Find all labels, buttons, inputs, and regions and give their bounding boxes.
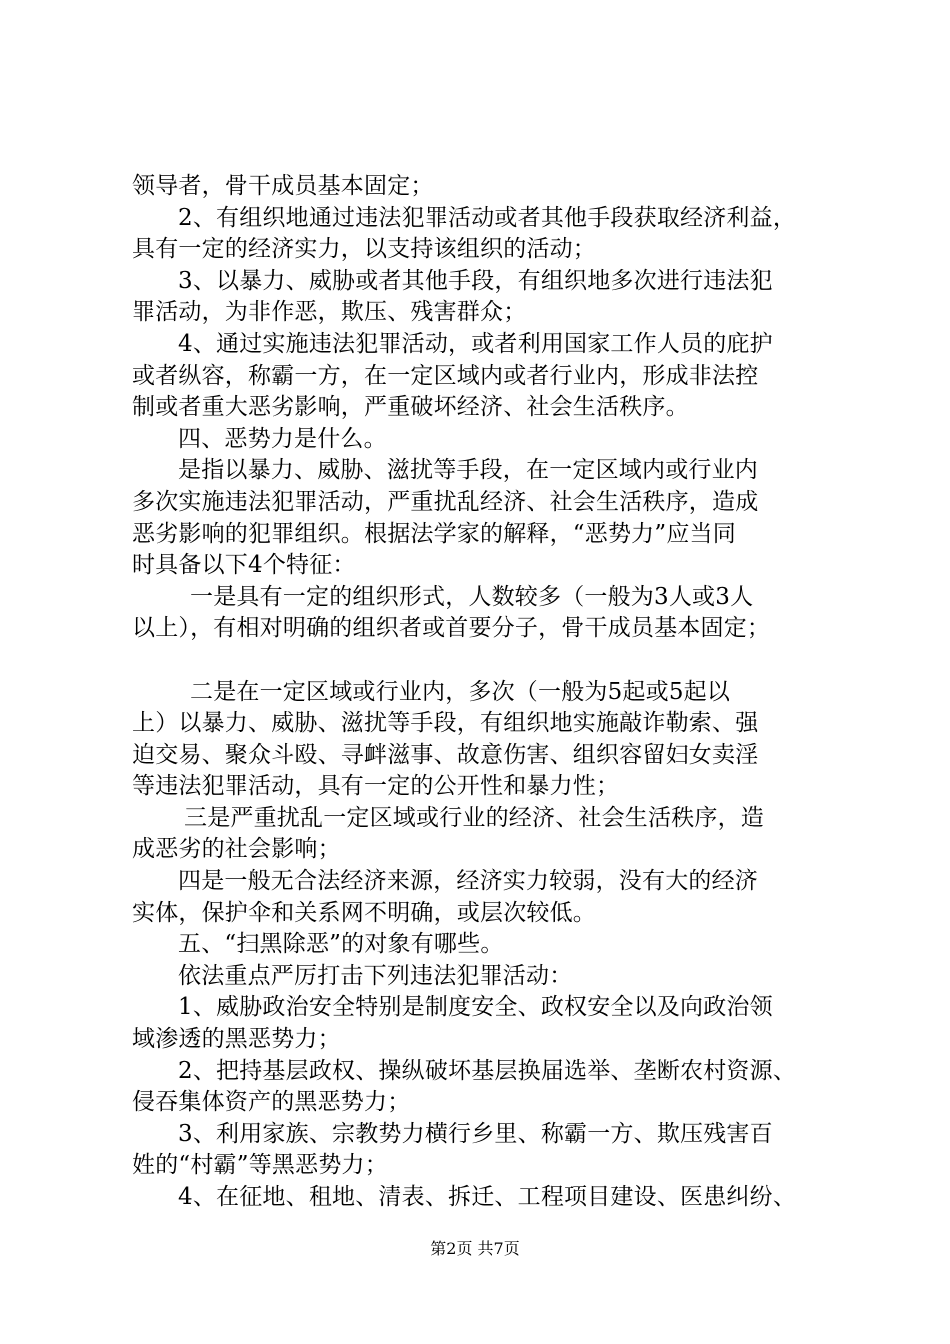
text-line: 实体，保护伞和关系网不明确，或层次较低。: [132, 899, 596, 926]
text-line: 等违法犯罪活动，具有一定的公开性和暴力性；: [132, 773, 620, 800]
text-line: 罪活动，为非作恶，欺压、残害群众；: [132, 299, 527, 326]
page-number-footer: 第2页 共7页: [430, 1239, 520, 1258]
text-line: 域渗透的黑恶势力；: [132, 1026, 341, 1053]
text-line: 3、以暴力、威胁或者其他手段，有组织地多次进行违法犯: [178, 267, 773, 294]
text-line: 4、通过实施违法犯罪活动，或者利用国家工作人员的庇护: [178, 330, 773, 357]
blank-line: [132, 645, 852, 677]
text-line: 是指以暴力、威胁、滋扰等手段，在一定区域内或行业内: [178, 457, 758, 484]
section-heading: 四、恶势力是什么。: [178, 425, 387, 452]
text-line: 四是一般无合法经济来源，经济实力较弱，没有大的经济: [178, 868, 758, 895]
text-line: 恶劣影响的犯罪组织。根据法学家的解释，“恶势力”应当同: [132, 520, 736, 547]
section-heading: 五、“扫黑除恶”的对象有哪些。: [178, 931, 504, 958]
text-line: 以上），有相对明确的组织者或首要分子，骨干成员基本固定；: [132, 615, 771, 642]
text-line: 2、把持基层政权、操纵破坏基层换届选举、垄断农村资源、: [178, 1057, 797, 1084]
text-line: 4、在征地、租地、清表、拆迁、工程项目建设、医患纠纷、: [178, 1184, 797, 1210]
text-line: 成恶劣的社会影响；: [132, 836, 341, 863]
text-line: 二是在一定区域或行业内，多次（一般为5起或5起以: [190, 678, 731, 705]
text-line: 迫交易、聚众斗殴、寻衅滋事、故意伤害、组织容留妇女卖淫: [132, 741, 759, 768]
text-line: 制或者重大恶劣影响，严重破坏经济、社会生活秩序。: [132, 394, 689, 421]
text-line: 上）以暴力、威胁、滋扰等手段，有组织地实施敲诈勒索、强: [132, 710, 759, 737]
text-line: 具有一定的经济实力，以支持该组织的活动；: [132, 236, 596, 263]
text-line: 依法重点严厉打击下列违法犯罪活动：: [178, 962, 573, 989]
text-line: 多次实施违法犯罪活动，严重扰乱经济、社会生活秩序，造成: [132, 488, 759, 515]
text-line: 时具备以下4个特征：: [132, 552, 356, 579]
text-line: 或者纵容，称霸一方，在一定区域内或者行业内，形成非法控: [132, 362, 759, 389]
text-line: 一是具有一定的组织形式，人数较多（一般为3人或3人: [190, 583, 754, 610]
text-line: 侵吞集体资产的黑恶势力；: [132, 1089, 411, 1116]
text-line: 领导者，骨干成员基本固定；: [132, 173, 434, 199]
text-line: 3、利用家族、宗教势力横行乡里、称霸一方、欺压残害百: [178, 1120, 773, 1147]
text-line: 姓的“村霸”等黑恶势力；: [132, 1152, 388, 1179]
text-line: 1、威胁政治安全特别是制度安全、政权安全以及向政治领: [178, 994, 773, 1021]
text-line: 2、有组织地通过违法犯罪活动或者其他手段获取经济利益，: [178, 204, 797, 231]
document-body: [132, 171, 852, 1214]
text-line: 三是严重扰乱一定区域或行业的经济、社会生活秩序，造: [184, 804, 764, 831]
